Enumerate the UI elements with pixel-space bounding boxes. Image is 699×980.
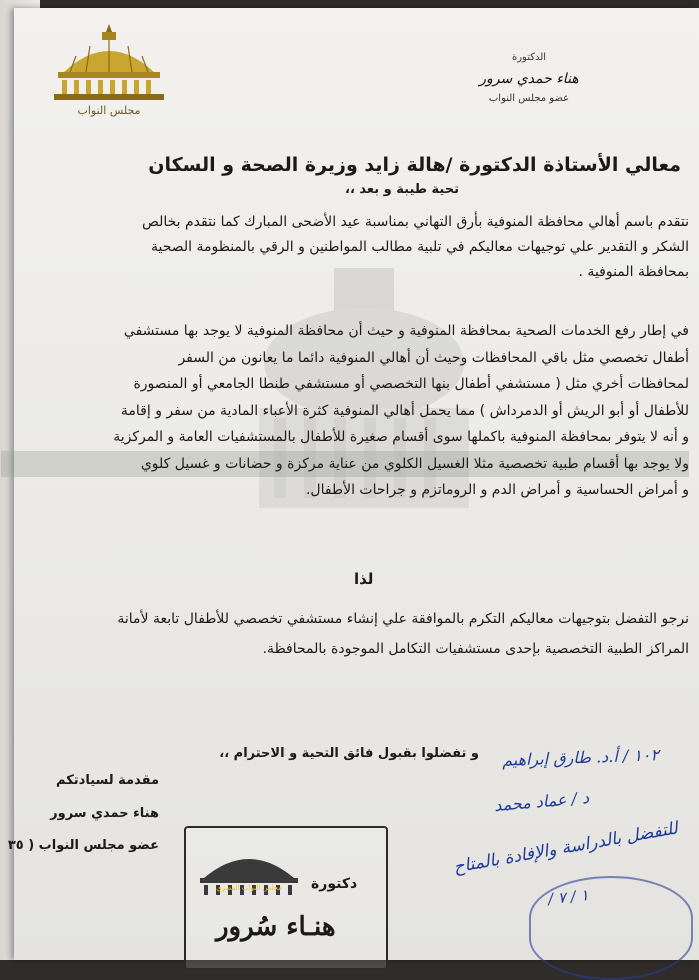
letter-recipient-title: معالي الأستاذة الدكتورة /هالة زايد وزيرة الصحة و السكان (148, 154, 681, 176)
paragraph-line: للأطفال أو أبو الريش أو الدمرداش ) مما يحمل أهالي المنوفية كثرة الأعباء المادية من سفر و إقامة (120, 402, 689, 419)
handwritten-note-line: للتفضل بالدراسة والإفادة بالمتاح (451, 818, 680, 878)
stamp-title: دكتورة (311, 876, 358, 892)
paragraph-request (1, 604, 689, 664)
submitter-name: هناء حمدي سرور (50, 806, 159, 821)
paragraph-line: و أنه لا يتوفر بمحافظة المنوفية باكملها سوى أقسام صغيرة للأطفال بالمستشفيات العامة و المركزية (113, 429, 689, 445)
submitter-role: عضو مجلس النواب ( ٣٥ (7, 838, 159, 853)
paragraph-line: لمحافظات أخري مثل ( مستشفي أطفال بنها التخصصي أو مستشفي طنطا الجامعي أو المنصورة (133, 376, 689, 392)
handwritten-date: ١ / ٧ / (547, 885, 590, 909)
paragraph-line: نرجو التفضل بتوجيهات معاليكم التكرم بالموافقة علي إنشاء مستشفي تخصصي للأطفال تابعة لأمانة (117, 611, 689, 627)
submitted-by: مقدمة لسيادتكم (56, 773, 159, 788)
paragraph-line: و أمراض الحساسية و أمراض الدم و الروماتزم و جراحات الأطفال. (305, 482, 689, 498)
handwritten-note-line: ١٠٢ / أ.د. طارق إبراهيم (501, 745, 660, 770)
paragraph-line: نتقدم باسم أهالي محافظة المنوفية بأرق التهاني بمناسبة عيد الأضحى المبارك كما نتقدم بخالص (141, 214, 689, 230)
ink-seal (529, 876, 693, 980)
highlighted-line: ولا يوجد بها أقسام طبية تخصصية مثلا الغسيل الكلوي من عناية مركزة و حضانات و غسيل كلوي (1, 451, 689, 478)
stamp-name: هنـاء سُرور (216, 912, 336, 942)
parliament-dome-icon (50, 22, 168, 102)
sender-block (454, 52, 604, 104)
paragraph-line: في إطار رفع الخدمات الصحية بمحافظة المنوفية و حيث أن محافظة المنوفية لا يوجد بها مستشفي (123, 323, 689, 339)
sender-title: الدكتورة (511, 52, 547, 63)
official-stamp (184, 826, 388, 970)
closing-line: و تفضلوا بقبول فائق التحية و الاحترام ،، (219, 746, 479, 761)
sender-role: عضو مجلس النواب (488, 93, 570, 104)
parliament-logo (44, 22, 174, 127)
paragraph-thanks (1, 210, 689, 285)
stamp-dome-icon (194, 840, 304, 900)
sender-signature: هناء حمدي سرور (479, 71, 579, 87)
stamp-logo-caption: مجلس النواب المصري (216, 884, 282, 892)
letter-page (7, 8, 699, 960)
letter-greeting: تحية طيبة و بعد ،، (345, 182, 459, 197)
section-heading: لذا (354, 570, 374, 588)
handwritten-note-line: د / عماد محمد (493, 787, 590, 816)
paragraph-line: بمحافظة المنوفية . (578, 264, 689, 280)
paragraph-request-context (1, 318, 689, 504)
paragraph-line: الشكر و التقدير علي توجيهات معاليكم في تلبية مطالب المواطنين و الرقي بالمنظومة الصحية (150, 239, 689, 255)
paragraph-line: أطفال تخصصي مثل باقي المحافظات وحيث أن أهالي المنوفية دائما ما يعانون من السفر (178, 349, 689, 366)
logo-caption: مجلس النواب (77, 104, 141, 117)
paragraph-line: المراكز الطبية التخصصية بإحدى مستشفيات التكامل الموجودة بالمحافظة. (262, 641, 689, 657)
